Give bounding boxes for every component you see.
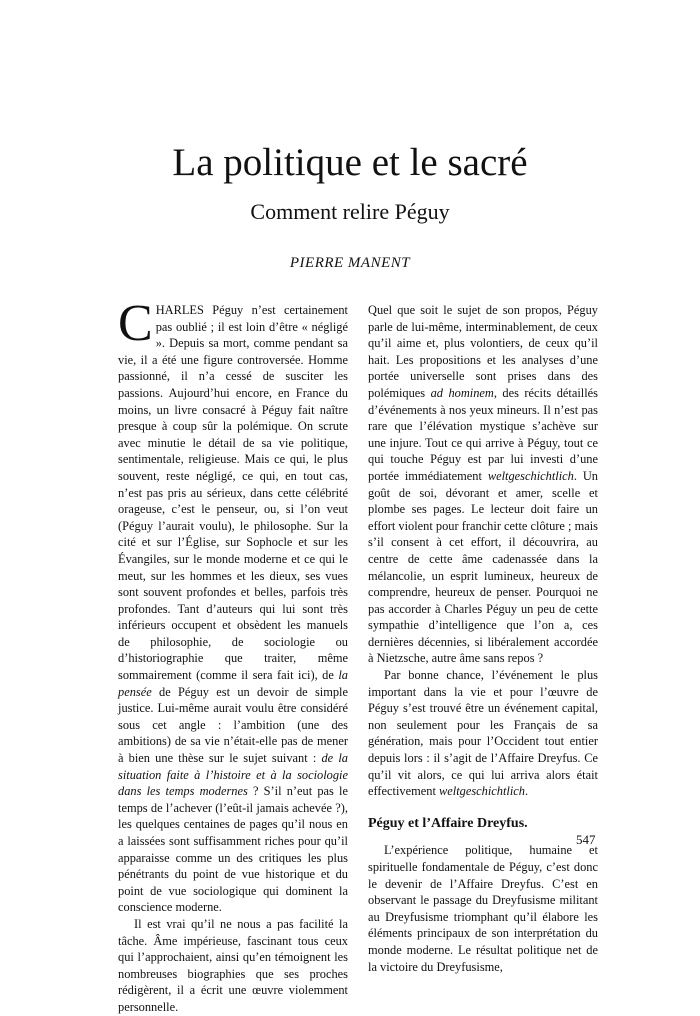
- text-run: . Un goût de soi, dévorant et amer, scelle et plombe ses pages. Le lecteur doit faire un effort violent pour franchir cette clôture ; mais s’il consent à cet effort, il découvrira, au centre de cette âme cadenassée dans la mélancolie, un esprit lumineux, heureux de comprendre, heureux de penser. Pourquoi ne pas accorder à Charles Péguy un peu de cette sympathie d’intelligence que l’on a, ces dernières décennies, si libéralement accordée à Nietzsche, autre âme sans repos ?: [368, 468, 598, 666]
- italic-run: weltgeschichtlich: [487, 468, 574, 483]
- article-title: La politique et le sacré: [172, 141, 528, 184]
- text-run: CHARLES Péguy n’est certainement pas oublié ; il est loin d’être « négligé ». Depuis sa mort, comme pendant sa vie, il a été une figure controversée. Homme passionné, il n’a cessé de susciter les passions. Aujourd’hui encore, en France du moins, un livre consacré à Péguy fait naître presque à coup sûr la polémique. On scrute avec minutie le détail de sa vie politique, sentimentale, religieuse. Mais ce qui, le plus souvent, reste négligé, ce qui, en tout cas, n’est pas pris au sérieux, dans cette célébrité orageuse, c’est le penseur, ou, si l’on veut (Péguy l’aurait voulu), le philosophe. Sur la cité et sur l’Église, sur Sophocle et sur les Évangiles, sur le monde moderne et ce qui le meut, sur les hommes et les dieux, ses vues sont souvent profondes et belles, parfois très profondes. Tant d’auteurs qui lui sont très inférieurs occupent et obsèdent les manuels de philosophie, de sociologie ou d’historiographie que traiter, même sommairement (comme il sera fait ici), de: [118, 295, 348, 683]
- text-run: Par bonne chance, l’événement le plus important dans la vie et pour l’œuvre de Péguy s’est trouvé être un événement capital, non seulement pour les Français de sa génération, mais pour l’Occident tout entier depuis lors : il s’agit de l’Affaire Dreyfus. Ce qu’il vit alors, ce qui lui arriva alors était effectivement: [368, 668, 598, 799]
- right-column: [368, 302, 598, 975]
- italic-run: ad hominem: [430, 385, 494, 400]
- article-author: PIERRE MANENT: [289, 255, 411, 271]
- paragraph: [368, 667, 598, 800]
- italic-run: la pensée: [118, 668, 348, 699]
- italic-run: de la situation faite à l’histoire et à la sociologie dans les temps modernes: [118, 751, 348, 799]
- paragraph: Il est vrai qu’il ne nous a pas facilité la tâche. Âme impérieuse, fascinant tous ceux qui l’approchaient, ainsi qu’en témoignent les nombreuses biographies que ses proches rédigèrent, il a écrit une œuvre violemment personnelle.: [118, 916, 348, 1014]
- text-run: .: [525, 784, 529, 799]
- left-column: [118, 295, 348, 1016]
- text-run: Quel que soit le sujet de son propos, Péguy parle de lui-même, interminablement, de ceux qu’il aime et, plus volontiers, de ceux qu’il hait. Les propositions et les analyses d’une portée universelle sont prises dans des polémiques: [368, 303, 598, 400]
- page-number: 547: [576, 832, 596, 847]
- italic-run: weltgeschichtlich: [438, 784, 526, 799]
- section-heading: Péguy et l’Affaire Dreyfus.: [368, 815, 528, 831]
- text-run: ? S’il n’eut pas le temps de l’achever (l’eût-il jamais achevée ?), les quelques centaines de pages qu’il nous en a laissées sont suffisamment riches pour qu’il apparaisse comme un des critiques les plus pénétrants du point de vue historique et du point de vue sociologique qui dominent la conscience moderne.: [118, 784, 348, 915]
- paragraph: [368, 302, 598, 667]
- paragraph: L’expérience politique, humaine et spirituelle fondamentale de Péguy, c’est donc le devenir de l’Affaire Dreyfus. C’est en observant le passage du Dreyfusisme militant au Dreyfusisme triomphant qu’il élabore les éléments principaux de son interprétation du monde moderne. Le résultat politique net de la victoire du Dreyfusisme,: [368, 843, 598, 974]
- paragraph-intro: [118, 295, 348, 916]
- text-run: de Péguy est un devoir de simple justice. Lui-même aurait voulu être considéré sous cet angle : l’ambition (une des ambitions) de sa vie n’était-elle pas de mener à bien une thèse sur le sujet suivant :: [118, 684, 348, 766]
- text-run: , des récits détaillés d’événements à nos yeux mineurs. Il n’est pas rare que l’élévation mystique s’achève sur une injure. Tout ce qui arrive à Péguy, tout ce qui touche Péguy est par lui investi d’une portée immédiatement: [368, 385, 598, 483]
- article-subtitle: Comment relire Péguy: [250, 199, 450, 224]
